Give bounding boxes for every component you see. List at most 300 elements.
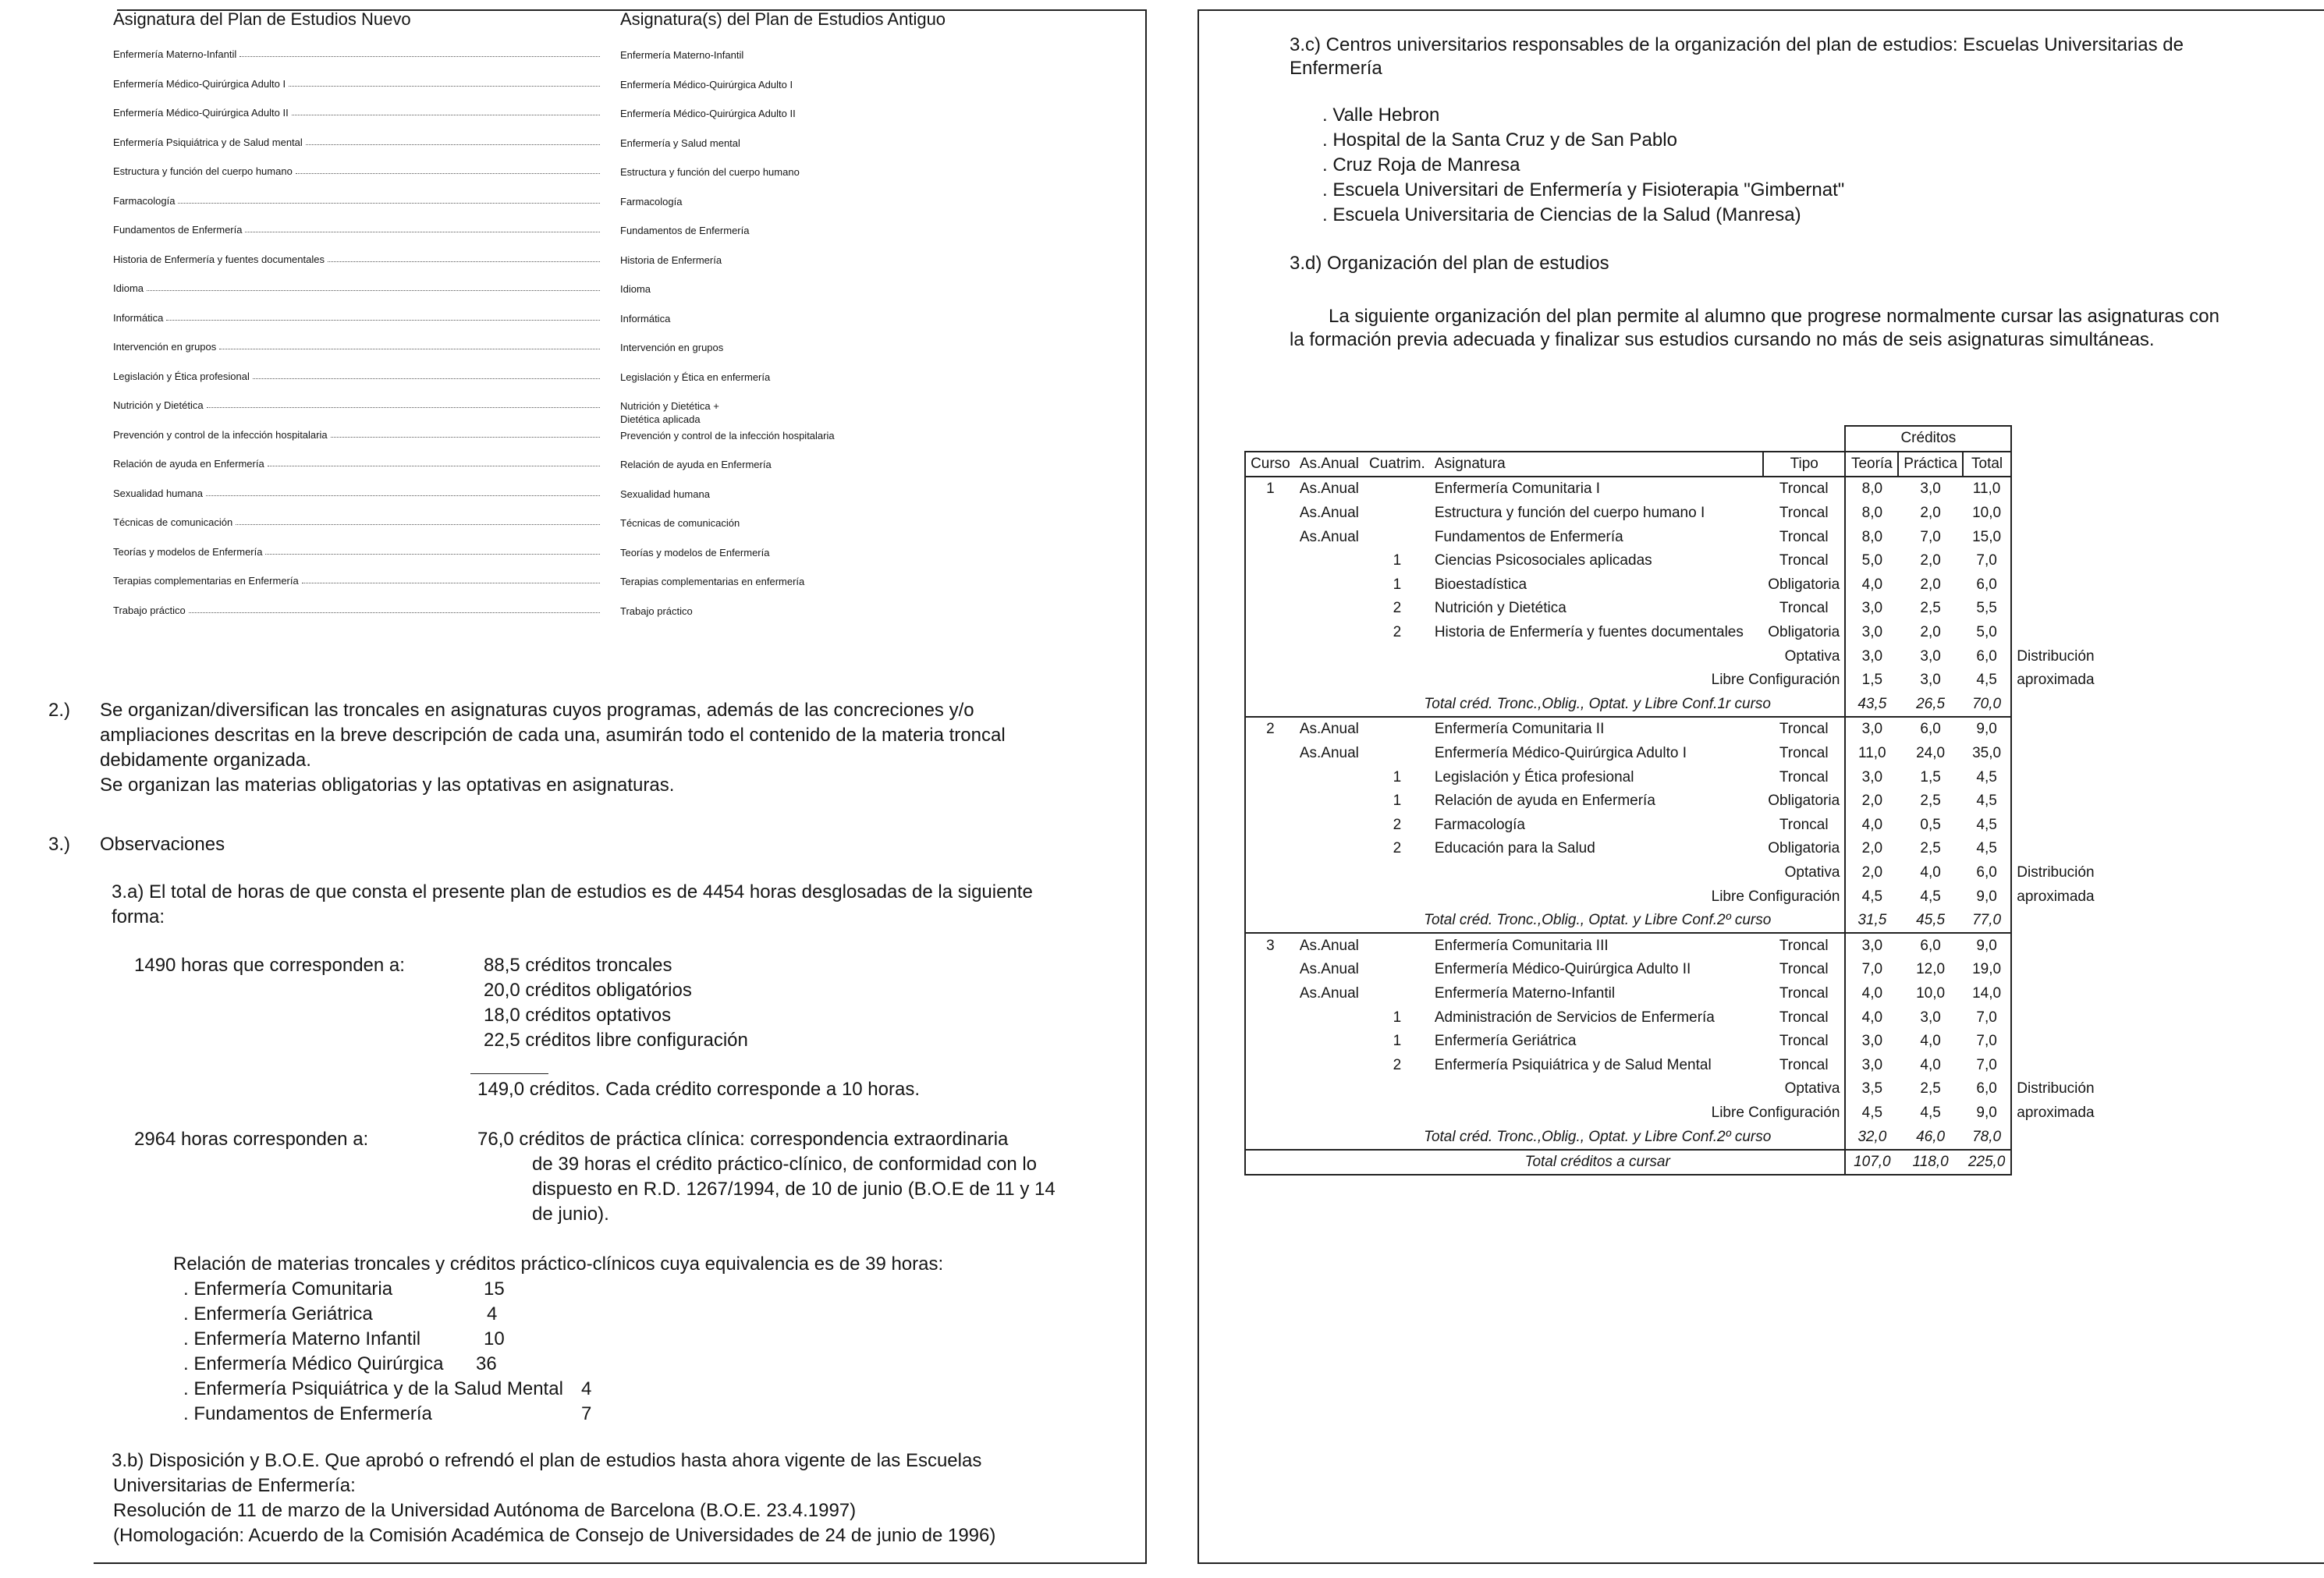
row-spacer bbox=[2011, 837, 2102, 861]
cuatrim-cell: 2 bbox=[1393, 600, 1402, 617]
practica-cell: 3,0 bbox=[1920, 480, 1941, 498]
table-header-row bbox=[1245, 452, 2102, 477]
text-line: 76,0 créditos de práctica clínica: correspondencia extraordinaria bbox=[477, 1129, 1009, 1150]
page-border-left bbox=[1197, 9, 1199, 1564]
page-border-bottom-right bbox=[1197, 1562, 2324, 1564]
column-header: Teoría bbox=[1845, 452, 1898, 477]
page-border-right bbox=[1145, 9, 1147, 1564]
cuatrim-cell: 2 bbox=[1393, 816, 1402, 833]
distribution-note: Distribución bbox=[2017, 647, 2095, 665]
total-cell: 5,5 bbox=[1963, 597, 2011, 621]
practica-cell: 6,0 bbox=[1898, 717, 1963, 742]
row-spacer bbox=[2011, 573, 2102, 598]
tipo-cell: Troncal bbox=[1763, 717, 1845, 742]
new-subject-label: Relación de ayuda en Enfermería bbox=[113, 458, 264, 470]
tipo-cell: Troncal bbox=[1779, 1009, 1829, 1026]
row-spacer bbox=[2011, 1030, 2102, 1054]
curso-cell bbox=[1245, 742, 1295, 766]
practica-cell: 4,5 bbox=[1920, 1104, 1941, 1121]
curso-cell bbox=[1245, 621, 1295, 645]
asignatura-cell: Estructura y función del cuerpo humano I bbox=[1434, 505, 1705, 522]
new-subject-label: Teorías y modelos de Enfermería bbox=[113, 545, 263, 558]
correspondence-row bbox=[113, 458, 1049, 488]
new-subject-label: Sexualidad humana bbox=[113, 487, 203, 499]
curso-cell: 3 bbox=[1245, 933, 1295, 958]
new-subject bbox=[113, 429, 605, 441]
total-cell: 4,5 bbox=[1963, 837, 2011, 861]
correspondence-row bbox=[113, 546, 1049, 576]
text-line: . Hospital de la Santa Cruz y de San Pablo bbox=[1322, 129, 1677, 151]
anual-cell: As.Anual bbox=[1295, 717, 1364, 742]
tipo-cell: Troncal bbox=[1779, 1056, 1829, 1073]
row-spacer bbox=[2011, 693, 2102, 718]
practica-cell: 26,5 bbox=[1898, 693, 1963, 718]
dot-leader bbox=[206, 488, 600, 496]
anual-cell: As.Anual bbox=[1299, 505, 1359, 522]
new-subject-label: Nutrición y Dietética bbox=[113, 399, 204, 411]
cuatrim-cell bbox=[1364, 717, 1430, 742]
dot-leader bbox=[265, 546, 600, 555]
anual-cell bbox=[1295, 549, 1364, 573]
new-subject bbox=[113, 546, 605, 558]
text-line: Se organizan/diversifican las troncales en asignaturas cuyos programas, además de las concreciones y/o bbox=[100, 700, 974, 721]
text-line: 20,0 créditos obligatórios bbox=[484, 980, 692, 1001]
column-header: As.Anual bbox=[1295, 452, 1364, 477]
relation-item-name: . Enfermería Médico Quirúrgica bbox=[183, 1353, 444, 1374]
new-subject bbox=[113, 516, 605, 528]
relation-item-name: . Enfermería Geriátrica bbox=[183, 1303, 373, 1324]
distribution-note: aproximada bbox=[2017, 672, 2095, 689]
summary-label: Optativa bbox=[1245, 644, 1845, 668]
teoria-cell: 4,0 bbox=[1845, 982, 1898, 1006]
hours-1490-label: 1490 horas que corresponden a: bbox=[134, 955, 405, 976]
curso-cell bbox=[1245, 1053, 1295, 1077]
practica-cell: 1,5 bbox=[1920, 768, 1941, 785]
total-cell: 4,5 bbox=[1963, 814, 2011, 838]
table-row bbox=[1245, 958, 2102, 982]
new-subject bbox=[113, 107, 605, 119]
teoria-cell: 2,0 bbox=[1845, 837, 1898, 861]
new-subject-label: Idioma bbox=[113, 282, 144, 294]
asignatura-cell: Relación de ayuda en Enfermería bbox=[1434, 793, 1655, 810]
tipo-cell: Troncal bbox=[1779, 552, 1829, 569]
curso-cell bbox=[1245, 525, 1295, 549]
new-subject-label: Enfermería Médico-Quirúrgica Adulto II bbox=[113, 107, 289, 119]
teoria-cell: 5,0 bbox=[1845, 549, 1898, 573]
practica-cell: 0,5 bbox=[1920, 816, 1941, 833]
table-row bbox=[1245, 885, 2102, 909]
asignatura-cell: Fundamentos de Enfermería bbox=[1434, 528, 1623, 545]
text-line: Universitarias de Enfermería: bbox=[113, 1475, 356, 1496]
old-subject: Enfermería Materno-Infantil bbox=[620, 49, 744, 61]
practica-cell: 2,5 bbox=[1920, 840, 1941, 857]
text-line: 3.a) El total de horas de que consta el presente plan de estudios es de 4454 horas desglosadas de la siguiente bbox=[112, 881, 1033, 902]
relation-item-name: . Enfermería Materno Infantil bbox=[183, 1328, 421, 1349]
row-spacer bbox=[2011, 982, 2102, 1006]
teoria-cell: 3,0 bbox=[1845, 765, 1898, 789]
table-row bbox=[1245, 1053, 2102, 1077]
new-subject-label: Fundamentos de Enfermería bbox=[113, 224, 243, 236]
old-subject: Enfermería Médico-Quirúrgica Adulto II bbox=[620, 108, 796, 119]
row-spacer bbox=[2011, 1005, 2102, 1030]
text-line: . Escuela Universitari de Enfermería y Fisioterapia "Gimbernat" bbox=[1322, 179, 1845, 200]
total-cell: 6,0 bbox=[1963, 1077, 2011, 1101]
tipo-cell: Troncal bbox=[1763, 933, 1845, 958]
practica-cell: 12,0 bbox=[1916, 961, 1946, 978]
teoria-cell: 8,0 bbox=[1845, 525, 1898, 549]
teoria-cell: 3,0 bbox=[1845, 717, 1898, 742]
tipo-cell: Troncal bbox=[1779, 600, 1829, 617]
cuatrim-cell bbox=[1364, 477, 1430, 502]
table-row bbox=[1245, 1125, 2102, 1150]
correspondence-row bbox=[113, 399, 1049, 429]
correspondence-row bbox=[113, 224, 1049, 254]
tipo-cell: Obligatoria bbox=[1768, 793, 1840, 810]
dot-leader bbox=[292, 107, 600, 115]
cuatrim-cell: 1 bbox=[1393, 768, 1402, 785]
table-row bbox=[1245, 789, 2102, 814]
plan-table bbox=[1244, 425, 2102, 1176]
cuatrim-cell bbox=[1364, 742, 1430, 766]
table-row bbox=[1245, 573, 2102, 598]
relation-item-value: 36 bbox=[476, 1353, 497, 1374]
asignatura-cell: Enfermería Médico-Quirúrgica Adulto II bbox=[1434, 961, 1691, 978]
teoria-cell: 8,0 bbox=[1845, 502, 1898, 526]
old-plan-header: Asignatura(s) del Plan de Estudios Antiguo bbox=[620, 9, 946, 29]
asignatura-cell: Enfermería Materno-Infantil bbox=[1434, 984, 1616, 1002]
text-line: de junio). bbox=[532, 1204, 609, 1225]
section-2-number: 2.) bbox=[48, 700, 71, 721]
teoria-cell: 43,5 bbox=[1845, 693, 1898, 718]
new-subject-label: Enfermería Psiquiátrica y de Salud mental bbox=[113, 136, 303, 148]
total-cell: 9,0 bbox=[1963, 933, 2011, 958]
correspondence-row bbox=[113, 312, 1049, 342]
new-subject bbox=[113, 575, 605, 587]
row-spacer bbox=[2011, 621, 2102, 645]
text-line: 3.c) Centros universitarios responsables de la organización del plan de estudios: Escuelas Universitarias de bbox=[1290, 34, 2184, 55]
cuatrim-cell: 2 bbox=[1393, 840, 1402, 857]
asignatura-cell: Historia de Enfermería y fuentes documentales bbox=[1434, 624, 1744, 641]
tipo-cell: Obligatoria bbox=[1768, 840, 1840, 857]
row-spacer bbox=[2011, 742, 2102, 766]
curso-cell bbox=[1245, 1005, 1295, 1030]
total-cell: 14,0 bbox=[1963, 982, 2011, 1006]
anual-cell bbox=[1295, 789, 1364, 814]
dot-leader bbox=[178, 195, 600, 204]
total-label: Total créd. Tronc.,Oblig., Optat. y Libre Conf.2º curso bbox=[1245, 1125, 1845, 1150]
teoria-cell: 32,0 bbox=[1845, 1125, 1898, 1150]
new-subject-label: Técnicas de comunicación bbox=[113, 516, 233, 528]
correspondence-row bbox=[113, 488, 1049, 517]
practica-cell: 118,0 bbox=[1898, 1150, 1963, 1176]
total-cell: 19,0 bbox=[1963, 958, 2011, 982]
section-3d-title: 3.d) Organización del plan de estudios bbox=[1290, 253, 1609, 274]
total-cell: 7,0 bbox=[1963, 1053, 2011, 1077]
new-subject bbox=[113, 605, 605, 616]
text-line: Enfermería bbox=[1290, 58, 1382, 79]
dot-leader bbox=[268, 458, 600, 466]
asignatura-cell: Legislación y Ética profesional bbox=[1434, 768, 1634, 785]
correspondence-row bbox=[113, 78, 1049, 108]
teoria-cell: 2,0 bbox=[1845, 861, 1898, 885]
relation-item-value: 4 bbox=[487, 1303, 498, 1324]
tipo-cell: Troncal bbox=[1779, 528, 1829, 545]
text-line: dispuesto en R.D. 1267/1994, de 10 de junio (B.O.E de 11 y 14 bbox=[532, 1179, 1056, 1200]
old-subject: Historia de Enfermería bbox=[620, 254, 722, 266]
teoria-cell: 3,0 bbox=[1845, 597, 1898, 621]
row-spacer bbox=[2011, 1125, 2102, 1150]
hours-1490-total: 149,0 créditos. Cada crédito corresponde a 10 horas. bbox=[477, 1079, 921, 1100]
total-cell: 4,5 bbox=[1963, 789, 2011, 814]
dot-leader bbox=[219, 341, 600, 349]
dot-leader bbox=[239, 48, 600, 57]
curso-cell bbox=[1245, 1030, 1295, 1054]
summary-label: Libre Configuración bbox=[1245, 885, 1845, 909]
practica-cell: 2,5 bbox=[1920, 600, 1941, 617]
new-subject-label: Enfermería Materno-Infantil bbox=[113, 48, 237, 60]
dot-leader bbox=[296, 165, 600, 174]
curso-cell bbox=[1245, 958, 1295, 982]
text-line: Se organizan las materias obligatorias y las optativas en asignaturas. bbox=[100, 775, 675, 796]
new-plan-header: Asignatura del Plan de Estudios Nuevo bbox=[113, 9, 411, 29]
relation-item-name: . Fundamentos de Enfermería bbox=[183, 1403, 432, 1424]
teoria-cell: 4,0 bbox=[1845, 1005, 1898, 1030]
header-spacer bbox=[2011, 452, 2102, 477]
anual-cell bbox=[1295, 1005, 1364, 1030]
total-cell: 7,0 bbox=[1963, 1005, 2011, 1030]
new-subject bbox=[113, 399, 605, 411]
total-cell: 4,5 bbox=[1963, 765, 2011, 789]
old-subject: Relación de ayuda en Enfermería bbox=[620, 459, 772, 470]
summary-label: Optativa bbox=[1245, 1077, 1845, 1101]
asignatura-cell: Educación para la Salud bbox=[1434, 840, 1595, 857]
anual-cell bbox=[1295, 1053, 1364, 1077]
row-spacer bbox=[2011, 525, 2102, 549]
anual-cell bbox=[1295, 597, 1364, 621]
teoria-cell: 3,0 bbox=[1845, 1030, 1898, 1054]
curso-cell bbox=[1245, 573, 1295, 598]
total-cell: 77,0 bbox=[1963, 909, 2011, 934]
anual-cell bbox=[1295, 1030, 1364, 1054]
row-spacer bbox=[2011, 933, 2102, 958]
table-row bbox=[1245, 693, 2102, 718]
teoria-cell: 4,0 bbox=[1845, 573, 1898, 598]
tipo-cell: Troncal bbox=[1779, 816, 1829, 833]
practica-cell: 7,0 bbox=[1920, 528, 1941, 545]
section-3-number: 3.) bbox=[48, 834, 71, 855]
curso-cell: 1 bbox=[1245, 477, 1295, 502]
correspondence-list bbox=[113, 48, 1049, 633]
correspondence-row bbox=[113, 605, 1049, 634]
text-line: Resolución de 11 de marzo de la Universidad Autónoma de Barcelona (B.O.E. 23.4.1997) bbox=[113, 1500, 857, 1521]
old-subject: Legislación y Ética en enfermería bbox=[620, 371, 771, 383]
table-row bbox=[1245, 525, 2102, 549]
cuatrim-cell bbox=[1364, 525, 1430, 549]
relation-title: Relación de materias troncales y créditos práctico-clínicos cuya equivalencia es de 39 horas: bbox=[173, 1254, 944, 1275]
table-body bbox=[1245, 477, 2102, 1175]
old-subject: Técnicas de comunicación bbox=[620, 517, 740, 529]
row-spacer bbox=[2011, 717, 2102, 742]
practica-cell: 4,0 bbox=[1920, 1056, 1941, 1073]
correspondence-row bbox=[113, 195, 1049, 225]
distribution-note: aproximada bbox=[2017, 888, 2095, 905]
practica-cell: 6,0 bbox=[1898, 933, 1963, 958]
text-line: . Valle Hebron bbox=[1322, 105, 1440, 126]
summary-label: Optativa bbox=[1245, 861, 1845, 885]
curso-cell bbox=[1245, 765, 1295, 789]
dot-leader bbox=[207, 399, 600, 408]
anual-cell bbox=[1295, 837, 1364, 861]
asignatura-cell: Farmacología bbox=[1434, 816, 1525, 833]
new-subject bbox=[113, 224, 605, 236]
new-subject bbox=[113, 458, 605, 470]
column-header: Curso bbox=[1245, 452, 1295, 477]
dot-leader bbox=[147, 282, 600, 291]
summary-label: Libre Configuración bbox=[1245, 668, 1845, 693]
cuatrim-cell: 1 bbox=[1393, 1009, 1402, 1026]
total-cell: 9,0 bbox=[1963, 717, 2011, 742]
new-subject-label: Informática bbox=[113, 311, 164, 324]
table-row bbox=[1245, 837, 2102, 861]
anual-cell: As.Anual bbox=[1295, 933, 1364, 958]
anual-cell bbox=[1295, 621, 1364, 645]
new-subject-label: Legislación y Ética profesional bbox=[113, 370, 250, 382]
anual-cell: As.Anual bbox=[1299, 745, 1359, 762]
summary-label: Libre Configuración bbox=[1245, 1101, 1845, 1126]
relation-item-value: 15 bbox=[484, 1278, 505, 1300]
dot-leader bbox=[306, 137, 600, 145]
relation-item-name: . Enfermería Psiquiátrica y de la Salud Mental bbox=[183, 1378, 563, 1399]
row-spacer bbox=[2011, 502, 2102, 526]
new-subject bbox=[113, 48, 605, 60]
text-line: forma: bbox=[112, 906, 165, 927]
dot-leader bbox=[302, 575, 600, 583]
old-subject: Prevención y control de la infección hospitalaria bbox=[620, 429, 835, 441]
total-cell: 7,0 bbox=[1963, 549, 2011, 573]
table-row bbox=[1245, 1030, 2102, 1054]
total-cell: 5,0 bbox=[1963, 621, 2011, 645]
correspondence-row bbox=[113, 48, 1049, 78]
curso-cell bbox=[1245, 789, 1295, 814]
anual-cell bbox=[1295, 573, 1364, 598]
correspondence-row bbox=[113, 371, 1049, 400]
curso-cell bbox=[1245, 982, 1295, 1006]
old-subject: Nutrición y Dietética + Dietética aplicada bbox=[620, 400, 719, 425]
old-subject: Enfermería Médico-Quirúrgica Adulto I bbox=[620, 78, 793, 90]
teoria-cell: 3,0 bbox=[1845, 644, 1898, 668]
relation-item-name: . Enfermería Comunitaria bbox=[183, 1278, 393, 1300]
old-subject: Teorías y modelos de Enfermería bbox=[620, 546, 770, 559]
total-cell: 15,0 bbox=[1963, 525, 2011, 549]
tipo-cell: Troncal bbox=[1779, 480, 1829, 498]
relation-item-value: 4 bbox=[581, 1378, 592, 1399]
table-row bbox=[1245, 502, 2102, 526]
old-subject: Idioma bbox=[620, 283, 651, 295]
asignatura-cell: Administración de Servicios de Enfermería bbox=[1434, 1009, 1715, 1026]
tipo-cell: Obligatoria bbox=[1768, 576, 1840, 593]
row-spacer bbox=[2011, 1150, 2102, 1176]
new-subject bbox=[113, 371, 605, 382]
column-header: Asignatura bbox=[1430, 452, 1763, 477]
new-subject-label: Intervención en grupos bbox=[113, 341, 217, 353]
row-spacer bbox=[2011, 789, 2102, 814]
table-row bbox=[1245, 1005, 2102, 1030]
row-spacer bbox=[2011, 549, 2102, 573]
practica-cell: 10,0 bbox=[1916, 984, 1946, 1002]
total-cell: 225,0 bbox=[1963, 1150, 2011, 1176]
teoria-cell: 2,0 bbox=[1845, 789, 1898, 814]
table-row bbox=[1245, 717, 2102, 742]
table-row bbox=[1245, 668, 2102, 693]
new-subject-label: Farmacología bbox=[113, 194, 176, 207]
tipo-cell: Troncal bbox=[1779, 1033, 1829, 1050]
text-line: 18,0 créditos optativos bbox=[484, 1005, 672, 1026]
row-spacer bbox=[2011, 597, 2102, 621]
table-row bbox=[1245, 982, 2102, 1006]
text-line: 3.b) Disposición y B.O.E. Que aprobó o refrendó el plan de estudios hasta ahora vigente de las Escuelas bbox=[112, 1450, 982, 1471]
row-spacer bbox=[2011, 909, 2102, 934]
teoria-cell: 7,0 bbox=[1845, 958, 1898, 982]
total-cell: 4,5 bbox=[1963, 668, 2011, 693]
correspondence-row bbox=[113, 137, 1049, 166]
row-spacer bbox=[2011, 765, 2102, 789]
new-subject-label: Historia de Enfermería y fuentes documentales bbox=[113, 253, 325, 265]
new-subject bbox=[113, 282, 605, 294]
total-cell: 78,0 bbox=[1963, 1125, 2011, 1150]
dot-leader bbox=[166, 312, 600, 321]
practica-cell: 46,0 bbox=[1898, 1125, 1963, 1150]
text-line: ampliaciones descritas en la breve descripción de cada una, asumirán todo el contenido de la materia troncal bbox=[100, 725, 1006, 746]
column-header: Tipo bbox=[1763, 452, 1845, 477]
total-cell: 11,0 bbox=[1963, 477, 2011, 502]
teoria-cell: 4,5 bbox=[1845, 885, 1898, 909]
table-row bbox=[1245, 861, 2102, 885]
old-subject: Estructura y función del cuerpo humano bbox=[620, 166, 800, 178]
curso-cell bbox=[1245, 597, 1295, 621]
text-line: la formación previa adecuada y finalizar sus estudios cursando no más de seis asignaturas simultáneas. bbox=[1290, 329, 2155, 350]
table-row bbox=[1245, 644, 2102, 668]
table-row bbox=[1245, 597, 2102, 621]
total-label: Total créd. Tronc.,Oblig., Optat. y Libre Conf.2º curso bbox=[1245, 909, 1845, 934]
old-subject: Terapias complementarias en enfermería bbox=[620, 576, 805, 587]
anual-cell: As.Anual bbox=[1299, 984, 1359, 1002]
correspondence-row bbox=[113, 575, 1049, 605]
asignatura-cell: Enfermería Comunitaria II bbox=[1430, 717, 1763, 742]
new-subject bbox=[113, 488, 605, 499]
tipo-cell: Troncal bbox=[1779, 961, 1829, 978]
text-line: 88,5 créditos troncales bbox=[484, 955, 672, 976]
cuatrim-cell: 2 bbox=[1393, 1056, 1402, 1073]
asignatura-cell: Ciencias Psicosociales aplicadas bbox=[1434, 552, 1652, 569]
anual-cell bbox=[1295, 765, 1364, 789]
total-cell: 35,0 bbox=[1963, 742, 2011, 766]
dot-leader bbox=[328, 254, 600, 262]
anual-cell: As.Anual bbox=[1299, 528, 1359, 545]
old-subject: Sexualidad humana bbox=[620, 488, 710, 500]
table-row bbox=[1245, 742, 2102, 766]
dot-leader bbox=[331, 429, 600, 438]
anual-cell: As.Anual bbox=[1299, 961, 1359, 978]
text-line: debidamente organizada. bbox=[100, 750, 311, 771]
tipo-cell: Troncal bbox=[1779, 984, 1829, 1002]
asignatura-cell: Enfermería Comunitaria III bbox=[1430, 933, 1763, 958]
new-subject bbox=[113, 78, 605, 90]
practica-cell: 2,0 bbox=[1920, 505, 1941, 522]
dot-leader bbox=[289, 78, 600, 87]
cuatrim-cell: 1 bbox=[1393, 1033, 1402, 1050]
curso-cell: 2 bbox=[1245, 717, 1295, 742]
total-cell: 9,0 bbox=[1963, 1101, 2011, 1126]
